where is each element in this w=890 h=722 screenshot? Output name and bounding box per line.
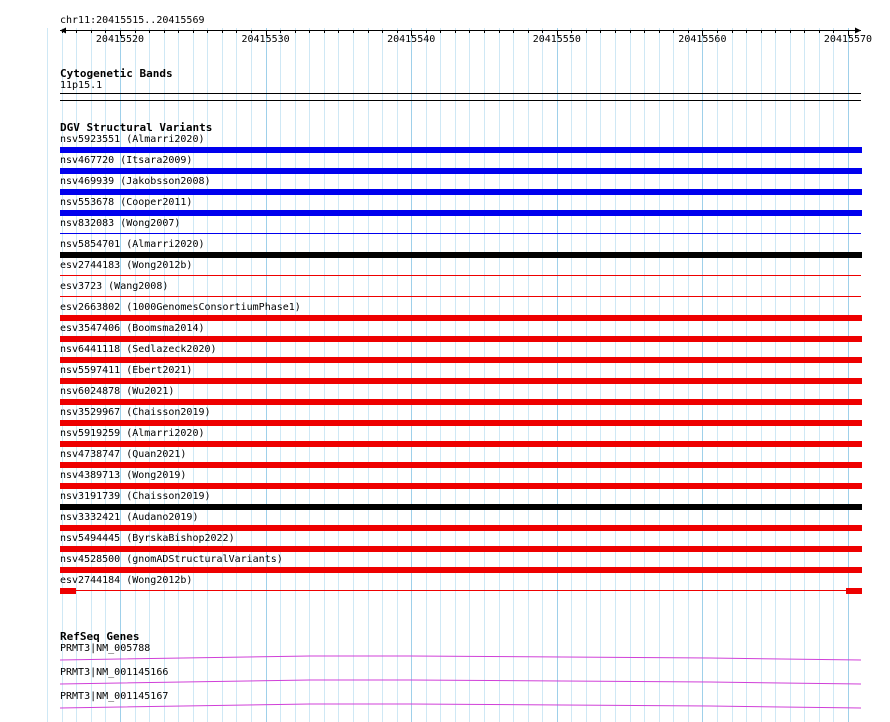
dgv-variant-label[interactable]: nsv3529967 (Chaisson2019) bbox=[60, 407, 211, 418]
dgv-variant-label[interactable]: esv2744183 (Wong2012b) bbox=[60, 260, 193, 271]
dgv-variant-bar bbox=[60, 525, 862, 531]
dgv-variant-block bbox=[60, 588, 76, 594]
dgv-variant-bar bbox=[60, 336, 862, 342]
dgv-variant-label[interactable]: nsv4528500 (gnomADStructuralVariants) bbox=[60, 554, 283, 565]
dgv-variant-label[interactable]: nsv5919259 (Almarri2020) bbox=[60, 428, 205, 439]
dgv-variant-label[interactable]: nsv4738747 (Quan2021) bbox=[60, 449, 187, 460]
dgv-variant-bar bbox=[60, 147, 862, 153]
dgv-variant-bar bbox=[60, 399, 862, 405]
ruler-tick-label: 20415560 bbox=[678, 34, 727, 45]
ruler-tick-label: 20415520 bbox=[95, 34, 145, 45]
dgv-variant-label[interactable]: nsv4389713 (Wong2019) bbox=[60, 470, 187, 481]
dgv-variant-bar bbox=[60, 168, 862, 174]
location-readout: chr11:20415515..20415569 bbox=[60, 15, 205, 26]
dgv-variant-label[interactable]: nsv5494445 (ByrskaBishop2022) bbox=[60, 533, 235, 544]
refseq-gene-label[interactable]: PRMT3|NM_001145167 bbox=[60, 691, 169, 702]
dgv-variant-label[interactable]: esv2744184 (Wong2012b) bbox=[60, 575, 193, 586]
refseq-gene-intron-line bbox=[60, 704, 861, 708]
dgv-variant-block bbox=[846, 588, 862, 594]
dgv-variant-bar bbox=[60, 567, 862, 573]
refseq-track-title: RefSeq Genes bbox=[60, 630, 140, 643]
dgv-variant-label[interactable]: nsv467720 (Itsara2009) bbox=[60, 155, 193, 166]
dgv-variant-label[interactable]: nsv5854701 (Almarri2020) bbox=[60, 239, 205, 250]
dgv-variant-bar bbox=[60, 462, 862, 468]
dgv-variant-bar bbox=[60, 210, 862, 216]
ruler-tick-label: 20415570 bbox=[823, 34, 873, 45]
refseq-gene-label[interactable]: PRMT3|NM_001145166 bbox=[60, 667, 169, 678]
refseq-gene-label[interactable]: PRMT3|NM_005788 bbox=[60, 643, 151, 654]
dgv-variant-bar bbox=[60, 378, 862, 384]
dgv-variant-label[interactable]: nsv5597411 (Ebert2021) bbox=[60, 365, 193, 376]
dgv-variant-label[interactable]: nsv6441118 (Sedlazeck2020) bbox=[60, 344, 217, 355]
dgv-variant-bar bbox=[60, 441, 862, 447]
refseq-gene-intron-line bbox=[60, 680, 861, 684]
dgv-variant-label[interactable]: nsv3191739 (Chaisson2019) bbox=[60, 491, 211, 502]
dgv-variant-bar bbox=[60, 504, 862, 510]
dgv-variant-bar bbox=[60, 357, 862, 363]
ruler-tick-label: 20415530 bbox=[241, 34, 290, 45]
ruler-tick-label: 20415550 bbox=[532, 34, 581, 45]
dgv-variant-bar bbox=[60, 420, 862, 426]
refseq-gene-intron-line bbox=[60, 656, 861, 660]
ruler-right-arrow bbox=[855, 28, 861, 34]
dgv-variant-bar bbox=[60, 546, 862, 552]
dgv-variant-label[interactable]: esv3723 (Wang2008) bbox=[60, 281, 169, 292]
cytoband-label: 11p15.1 bbox=[60, 80, 103, 91]
dgv-variant-label[interactable]: nsv832083 (Wong2007) bbox=[60, 218, 181, 229]
cytoband-track-title: Cytogenetic Bands bbox=[60, 67, 173, 80]
dgv-variant-label[interactable]: nsv553678 (Cooper2011) bbox=[60, 197, 193, 208]
ruler-tick-label: 20415540 bbox=[387, 34, 436, 45]
dgv-variant-bar bbox=[60, 315, 862, 321]
dgv-variant-label[interactable]: esv3547406 (Boomsma2014) bbox=[60, 323, 205, 334]
dgv-variant-bar bbox=[60, 252, 862, 258]
dgv-variant-label[interactable]: nsv5923551 (Almarri2020) bbox=[60, 134, 205, 145]
dgv-variant-label[interactable]: nsv6024878 (Wu2021) bbox=[60, 386, 175, 397]
dgv-variant-label[interactable]: nsv3332421 (Audano2019) bbox=[60, 512, 199, 523]
dgv-variant-label[interactable]: nsv469939 (Jakobsson2008) bbox=[60, 176, 211, 187]
dgv-track-title: DGV Structural Variants bbox=[60, 121, 213, 134]
dgv-variant-label[interactable]: esv2663802 (1000GenomesConsortiumPhase1) bbox=[60, 302, 301, 313]
dgv-variant-bar bbox=[60, 189, 862, 195]
dgv-variant-bar bbox=[60, 483, 862, 489]
